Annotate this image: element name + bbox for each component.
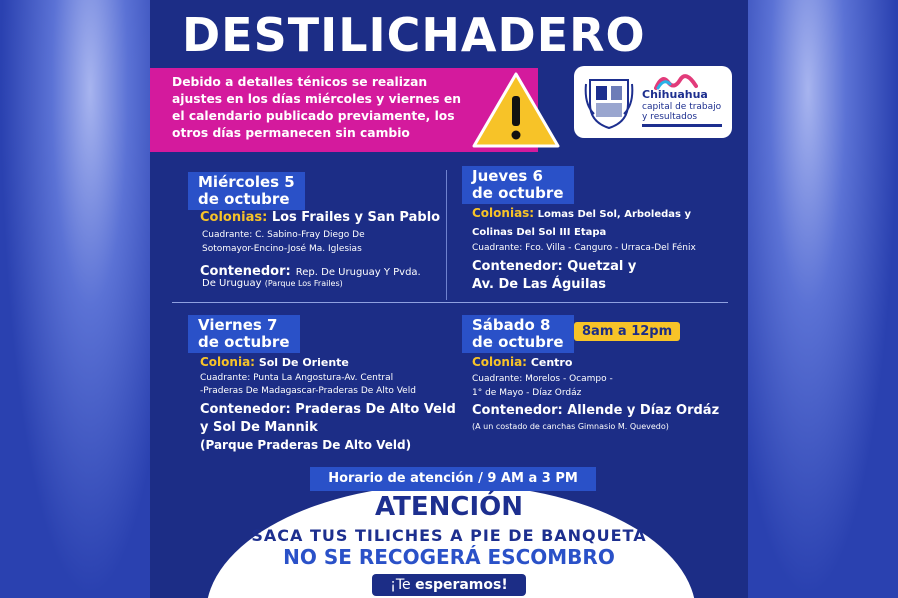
day-title: Miércoles 5 [198, 173, 295, 191]
warning-icon [470, 70, 562, 150]
logos-panel [574, 66, 732, 138]
cuadrante-line: Cuadrante: Fco. Villa - Canguro - Urraca-Del Fénix [472, 243, 696, 253]
colonia-line [200, 210, 440, 225]
te-esperamos-prefix: ¡Te [390, 577, 416, 593]
chihuahua-logo [642, 72, 730, 132]
atencion-heading: ATENCIÓN [375, 492, 523, 522]
colonia-value: Los Frailes y San Pablo [271, 210, 441, 225]
cuadrante-line: Cuadrante: Punta La Angostura-Av. Central [200, 373, 394, 383]
title-banner [150, 0, 748, 70]
cuadrante-line: 1° de Mayo - Díaz Ordáz [472, 388, 582, 398]
contenedor-label: Contenedor: [200, 264, 291, 279]
colonia-label: Colonia: [200, 355, 255, 369]
day-title: Sábado 8 [472, 316, 551, 334]
cuadrante-line: -Praderas De Madagascar-Praderas De Alto Veld [200, 386, 416, 396]
blurred-background-left [0, 0, 150, 598]
day-header-thursday [462, 166, 574, 204]
logo-line2: y resultados [642, 112, 698, 122]
city-seal-icon [584, 74, 634, 130]
day-title: Viernes 7 [198, 316, 278, 334]
blurred-background-right [748, 0, 898, 598]
column-divider [446, 170, 447, 300]
horario-banner: Horario de atención / 9 AM a 3 PM [310, 467, 596, 491]
day-subtitle: de octubre [472, 333, 564, 351]
contenedor-line: (Parque Praderas De Alto Veld) [200, 438, 412, 452]
logo-underline [642, 124, 722, 127]
colonia-line [472, 206, 691, 220]
colonia-value: Lomas Del Sol, Arboledas y [537, 209, 691, 220]
contenedor-label: Contenedor: [200, 402, 291, 417]
day-subtitle: de octubre [472, 184, 564, 202]
day-header-wednesday [188, 172, 305, 210]
colonia-label: Colonias: [200, 210, 268, 225]
colonia-line [200, 355, 349, 369]
cuadrante-line: Sotomayor-Encino-José Ma. Iglesias [202, 244, 362, 254]
contenedor-line [200, 402, 456, 417]
cuadrante-line: Cuadrante: C. Sabino-Fray Diego De [202, 230, 365, 240]
colonia-value: Sol De Oriente [258, 356, 349, 369]
colonia-label: Colonia: [472, 355, 527, 369]
notice-text: Debido a detalles ténicos se realizan ajustes en los días miércoles y viernes en el calendario publicado previamente, los otros días permanecen sin cambio [172, 75, 462, 140]
contenedor-value: Rep. De Uruguay Y Pvda. [295, 267, 421, 278]
contenedor-value: Praderas De Alto Veld [295, 402, 456, 417]
day-subtitle: de octubre [198, 333, 290, 351]
contenedor-line: y Sol De Mannik [200, 420, 318, 435]
contenedor-label: Contenedor: [472, 259, 563, 274]
day-subtitle: de octubre [198, 190, 290, 208]
contenedor-line: Av. De Las Águilas [472, 277, 606, 292]
day-header-friday [188, 315, 300, 353]
row-divider [172, 302, 728, 303]
contenedor-line [202, 278, 343, 289]
colonia-label: Colonias: [472, 206, 535, 220]
no-escombro-text: NO SE RECOGERÁ ESCOMBRO [283, 545, 615, 569]
saca-tiliches-text: SACA TUS TILICHES A PIE DE BANQUETA [251, 526, 647, 545]
cuadrante-line: Cuadrante: Morelos - Ocampo - [472, 374, 613, 384]
colonia-line [472, 355, 572, 369]
contenedor-note: (A un costado de canchas Gimnasio M. Quevedo) [472, 422, 669, 431]
time-badge: 8am a 12pm [574, 322, 680, 341]
contenedor-label: Contenedor: [472, 403, 563, 418]
te-esperamos-bold: esperamos! [415, 577, 508, 593]
contenedor-value: Quetzal y [567, 259, 637, 274]
day-header-saturday [462, 315, 574, 353]
contenedor-line [472, 403, 719, 418]
contenedor-value: De Uruguay [202, 278, 262, 289]
te-esperamos-badge [372, 574, 526, 596]
logo-line1: capital de trabajo [642, 102, 722, 112]
day-title: Jueves 6 [472, 167, 543, 185]
logo-brand: Chihuahua [642, 88, 708, 101]
poster-title: DESTILICHADERO [182, 8, 646, 62]
poster [150, 0, 748, 598]
contenedor-note: (Parque Los Frailes) [264, 279, 343, 288]
contenedor-value: Allende y Díaz Ordáz [567, 403, 720, 418]
colonia-line: Colinas Del Sol III Etapa [472, 227, 607, 238]
contenedor-line [472, 259, 636, 274]
contenedor-line [200, 260, 421, 279]
colonia-value: Centro [530, 356, 573, 369]
